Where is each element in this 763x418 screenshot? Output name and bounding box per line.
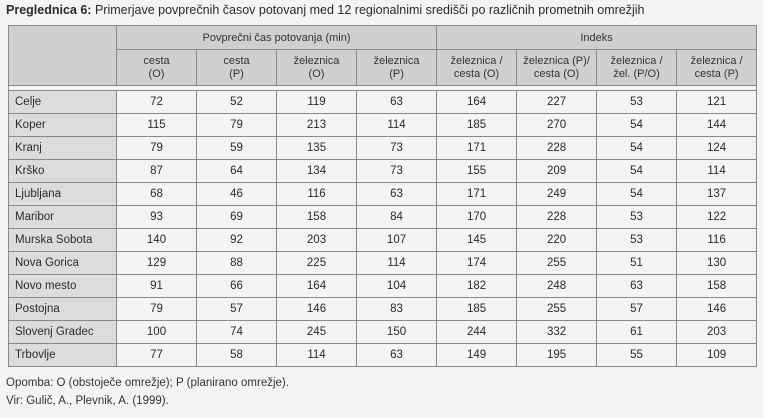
value-cell: 54	[597, 160, 677, 183]
caption-text: Primerjave povprečnih časov potovanj med 12 regionalnimi središči po različnih prometnih omrežjih	[94, 3, 645, 17]
value-cell: 53	[597, 91, 677, 114]
table-row	[9, 114, 757, 137]
value-cell: 57	[597, 298, 677, 321]
source-text: Vir: Gulič, A., Plevnik, A. (1999).	[6, 395, 169, 407]
value-cell: 100	[117, 321, 197, 344]
value-cell: 91	[117, 275, 197, 298]
value-cell: 174	[437, 252, 517, 275]
caption-label: Preglednica 6:	[6, 3, 92, 17]
region-name-cell: Postojna	[9, 298, 117, 321]
value-cell: 150	[357, 321, 437, 344]
value-cell: 140	[117, 229, 197, 252]
value-cell: 79	[117, 298, 197, 321]
value-cell: 63	[357, 344, 437, 367]
table-caption	[6, 2, 645, 18]
value-cell: 51	[597, 252, 677, 275]
value-cell: 195	[517, 344, 597, 367]
value-cell: 129	[117, 252, 197, 275]
value-cell: 164	[437, 91, 517, 114]
value-cell: 54	[597, 114, 677, 137]
column-header-line: cesta	[223, 54, 250, 67]
region-name-cell: Slovenj Gradec	[9, 321, 117, 344]
value-cell: 171	[437, 137, 517, 160]
table-row	[9, 137, 757, 160]
column-header-line: železnica (P)/	[523, 54, 590, 67]
value-cell: 220	[517, 229, 597, 252]
value-cell: 209	[517, 160, 597, 183]
value-cell: 61	[597, 321, 677, 344]
value-cell: 182	[437, 275, 517, 298]
value-cell: 84	[357, 206, 437, 229]
value-cell: 107	[357, 229, 437, 252]
value-cell: 119	[277, 91, 357, 114]
value-cell: 52	[197, 91, 277, 114]
table-row	[9, 160, 757, 183]
column-header-line: železnica	[293, 54, 340, 67]
region-name-cell: Koper	[9, 114, 117, 137]
group-header-travel-time-label: Povprečni čas potovanja	[202, 31, 323, 44]
table-row	[9, 229, 757, 252]
table-container	[8, 25, 756, 367]
region-name-cell: Celje	[9, 91, 117, 114]
value-cell: 104	[357, 275, 437, 298]
table-row	[9, 206, 757, 229]
value-cell: 228	[517, 206, 597, 229]
value-cell: 64	[197, 160, 277, 183]
region-name-cell: Maribor	[9, 206, 117, 229]
value-cell: 171	[437, 183, 517, 206]
value-cell: 122	[677, 206, 757, 229]
value-cell: 63	[357, 183, 437, 206]
value-cell: 88	[197, 252, 277, 275]
corner-cell	[9, 26, 117, 86]
column-header-line: cesta (P)	[694, 67, 739, 80]
group-header-index: Indeks	[437, 26, 757, 50]
value-cell: 74	[197, 321, 277, 344]
column-header	[597, 50, 677, 86]
value-cell: 137	[677, 183, 757, 206]
region-name-cell: Krško	[9, 160, 117, 183]
value-cell: 69	[197, 206, 277, 229]
column-header	[117, 50, 197, 86]
value-cell: 54	[597, 137, 677, 160]
column-header	[197, 50, 277, 86]
value-cell: 63	[597, 275, 677, 298]
value-cell: 244	[437, 321, 517, 344]
value-cell: 59	[197, 137, 277, 160]
value-cell: 149	[437, 344, 517, 367]
value-cell: 134	[277, 160, 357, 183]
value-cell: 145	[437, 229, 517, 252]
value-cell: 270	[517, 114, 597, 137]
value-cell: 66	[197, 275, 277, 298]
value-cell: 114	[277, 344, 357, 367]
value-cell: 58	[197, 344, 277, 367]
column-header-line: (O)	[148, 67, 165, 80]
value-cell: 170	[437, 206, 517, 229]
value-cell: 124	[677, 137, 757, 160]
value-cell: 255	[517, 252, 597, 275]
value-cell: 116	[277, 183, 357, 206]
table-row	[9, 183, 757, 206]
value-cell: 114	[677, 160, 757, 183]
column-header-line: (O)	[308, 67, 325, 80]
column-header-line: žel. (P/O)	[613, 67, 660, 80]
value-cell: 146	[677, 298, 757, 321]
value-cell: 46	[197, 183, 277, 206]
table-row	[9, 344, 757, 367]
value-cell: 73	[357, 160, 437, 183]
value-cell: 55	[597, 344, 677, 367]
table-body	[9, 86, 757, 367]
column-header-line: cesta (O)	[533, 67, 580, 80]
value-cell: 213	[277, 114, 357, 137]
value-cell: 135	[277, 137, 357, 160]
column-header-line: (P)	[389, 67, 404, 80]
value-cell: 93	[117, 206, 197, 229]
table-notes	[6, 374, 289, 410]
value-cell: 203	[677, 321, 757, 344]
region-name-cell: Ljubljana	[9, 183, 117, 206]
value-cell: 114	[357, 114, 437, 137]
value-cell: 68	[117, 183, 197, 206]
column-header	[357, 50, 437, 86]
value-cell: 63	[357, 91, 437, 114]
value-cell: 114	[357, 252, 437, 275]
column-header-line: železnica /	[610, 54, 663, 67]
table-row	[9, 252, 757, 275]
value-cell: 225	[277, 252, 357, 275]
table-row	[9, 275, 757, 298]
column-header-line: železnica	[373, 54, 420, 67]
region-name-cell: Murska Sobota	[9, 229, 117, 252]
table-row	[9, 91, 757, 114]
value-cell: 53	[597, 229, 677, 252]
value-cell: 53	[597, 206, 677, 229]
region-name-cell: Trbovlje	[9, 344, 117, 367]
group-header-travel-time	[117, 26, 437, 50]
group-header-travel-time-unit: (min)	[325, 31, 351, 44]
column-header-row	[9, 50, 757, 86]
value-cell: 79	[197, 114, 277, 137]
travel-time-table	[8, 25, 757, 367]
value-cell: 164	[277, 275, 357, 298]
value-cell: 249	[517, 183, 597, 206]
table-row	[9, 298, 757, 321]
value-cell: 77	[117, 344, 197, 367]
value-cell: 72	[117, 91, 197, 114]
column-header	[677, 50, 757, 86]
value-cell: 109	[677, 344, 757, 367]
table-row	[9, 321, 757, 344]
value-cell: 83	[357, 298, 437, 321]
value-cell: 130	[677, 252, 757, 275]
value-cell: 144	[677, 114, 757, 137]
column-header-line: cesta	[143, 54, 170, 67]
value-cell: 155	[437, 160, 517, 183]
region-name-cell: Novo mesto	[9, 275, 117, 298]
column-header	[437, 50, 517, 86]
value-cell: 158	[677, 275, 757, 298]
value-cell: 245	[277, 321, 357, 344]
value-cell: 255	[517, 298, 597, 321]
region-name-cell: Kranj	[9, 137, 117, 160]
column-header-line: železnica /	[690, 54, 743, 67]
value-cell: 57	[197, 298, 277, 321]
value-cell: 92	[197, 229, 277, 252]
column-header-line: železnica /	[450, 54, 503, 67]
value-cell: 73	[357, 137, 437, 160]
region-name-cell: Nova Gorica	[9, 252, 117, 275]
value-cell: 227	[517, 91, 597, 114]
value-cell: 228	[517, 137, 597, 160]
column-header-line: (P)	[229, 67, 244, 80]
value-cell: 158	[277, 206, 357, 229]
value-cell: 203	[277, 229, 357, 252]
column-header	[517, 50, 597, 86]
value-cell: 54	[597, 183, 677, 206]
column-header-line: cesta (O)	[453, 67, 500, 80]
column-header	[277, 50, 357, 86]
value-cell: 248	[517, 275, 597, 298]
value-cell: 146	[277, 298, 357, 321]
value-cell: 87	[117, 160, 197, 183]
value-cell: 115	[117, 114, 197, 137]
value-cell: 332	[517, 321, 597, 344]
note-text: Opomba: O (obstoječe omrežje); P (planirano omrežje).	[6, 377, 289, 389]
value-cell: 116	[677, 229, 757, 252]
value-cell: 185	[437, 298, 517, 321]
value-cell: 121	[677, 91, 757, 114]
value-cell: 185	[437, 114, 517, 137]
value-cell: 79	[117, 137, 197, 160]
